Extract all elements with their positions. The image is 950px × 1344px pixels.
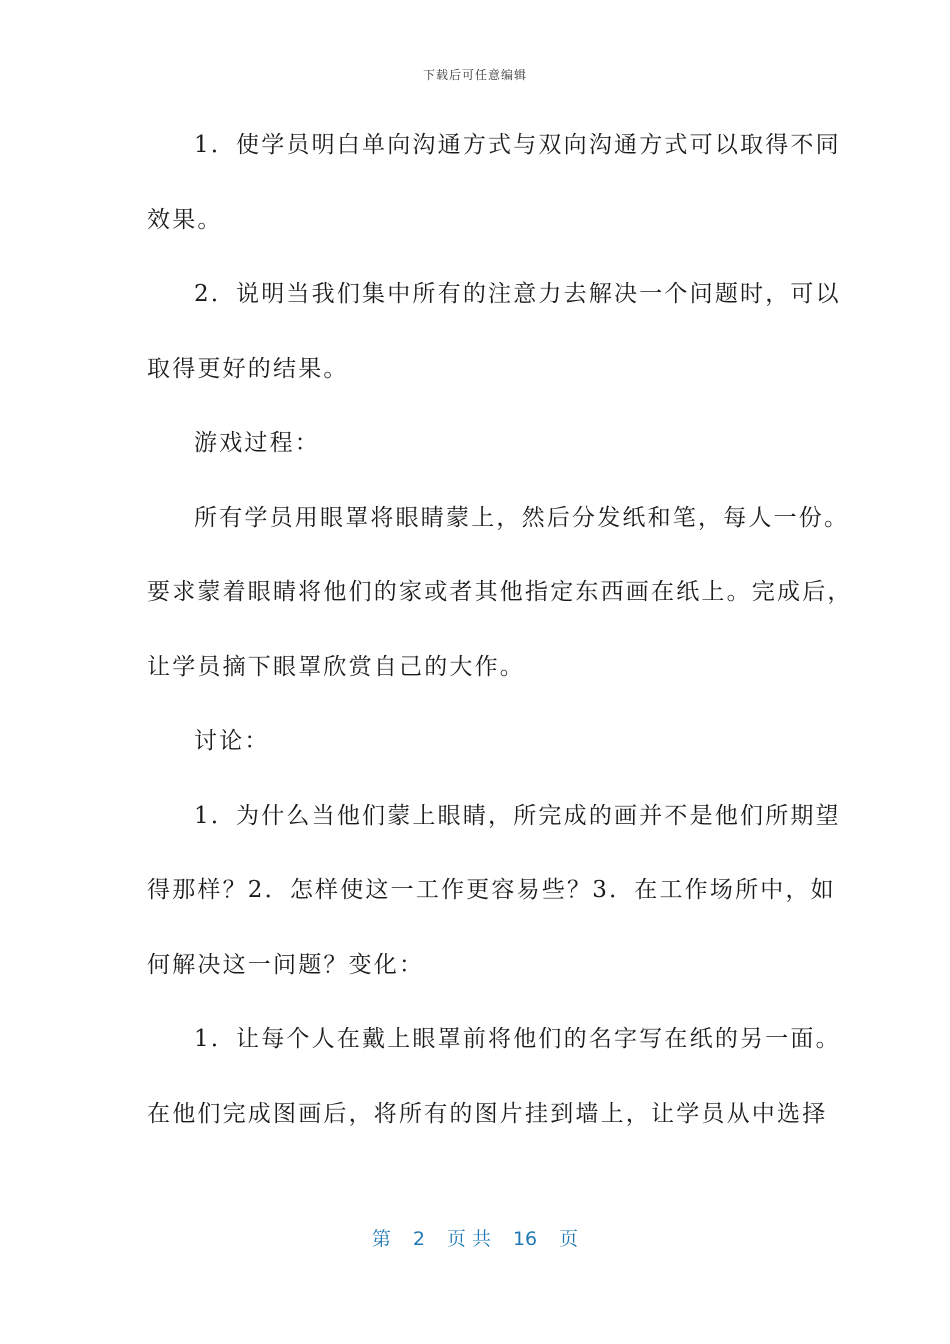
page-label-mid: 页 共: [446, 1228, 491, 1250]
paragraph-line: 在他们完成图画后，将所有的图片挂到墙上，让学员从中选择: [147, 1100, 828, 1127]
page-label-suffix: 页: [559, 1228, 579, 1250]
paragraph-line: 所有学员用眼罩将眼睛蒙上，然后分发纸和笔，每人一份。: [194, 504, 850, 531]
page-footer: [0, 1224, 950, 1251]
page-header: 下载后可任意编辑: [422, 68, 527, 82]
section-heading: 游戏过程：: [194, 430, 320, 456]
paragraph-line: 1．让每个人在戴上眼罩前将他们的名字写在纸的另一面。: [194, 1026, 841, 1052]
paragraph-line: 取得更好的结果。: [147, 355, 349, 382]
paragraph-line: 何解决这一问题？变化：: [147, 951, 425, 978]
paragraph-line: 1．使学员明白单向沟通方式与双向沟通方式可以取得不同: [194, 132, 841, 158]
total-pages-number: 16: [512, 1228, 538, 1250]
document-body: [147, 118, 853, 1161]
paragraph-line: 让学员摘下眼罩欣赏自己的大作。: [147, 653, 525, 680]
paragraph-line: 得那样？2．怎样使这一工作更容易些？3．在工作场所中，如: [147, 877, 836, 903]
page-label-prefix: 第: [371, 1228, 391, 1250]
section-heading: 讨论：: [194, 728, 270, 754]
paragraph-line: 2．说明当我们集中所有的注意力去解决一个问题时，可以: [194, 281, 841, 307]
paragraph-line: 效果。: [147, 206, 223, 233]
paragraph-line: 1．为什么当他们蒙上眼睛，所完成的画并不是他们所期望: [194, 802, 841, 829]
paragraph-line: 要求蒙着眼睛将他们的家或者其他指定东西画在纸上。完成后，: [147, 579, 853, 605]
current-page-number: 2: [412, 1228, 425, 1250]
